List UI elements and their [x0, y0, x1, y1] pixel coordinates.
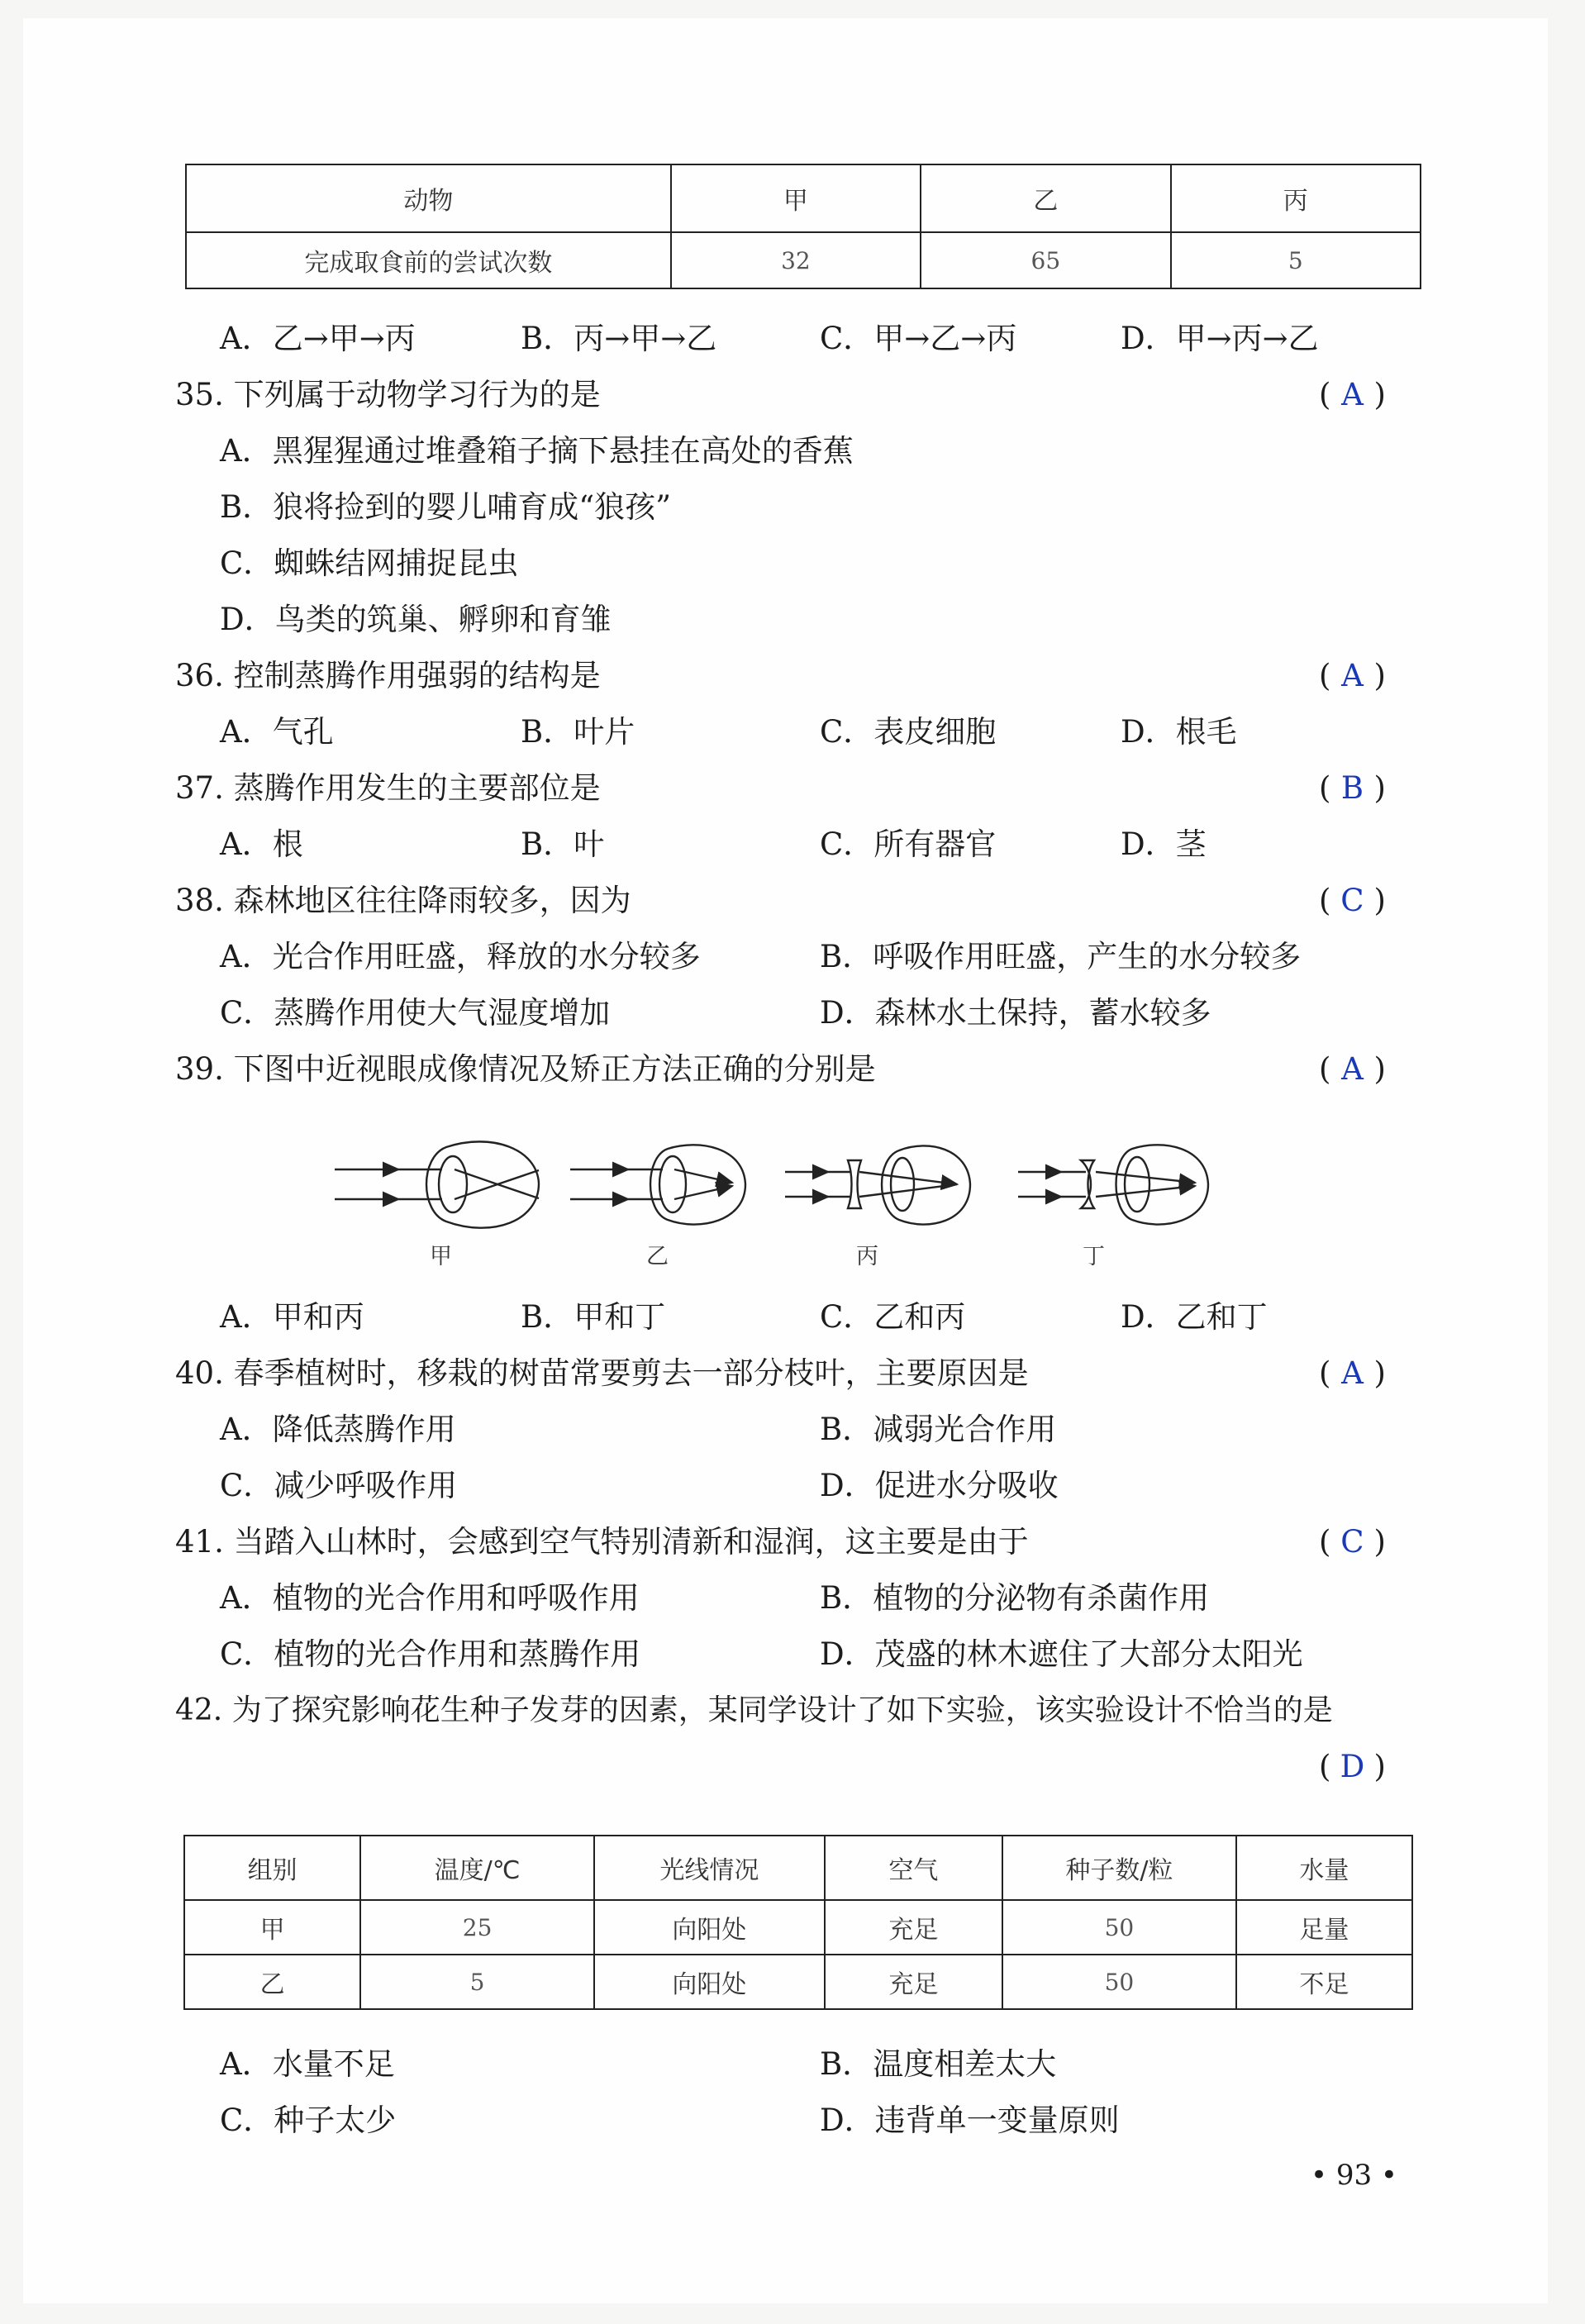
q38-answer: ( C )	[1319, 883, 1386, 918]
table2-header-group: 组别	[184, 1836, 360, 1900]
q37-option-b[interactable]: B．叶	[521, 826, 605, 862]
q40-answer: ( A )	[1319, 1355, 1386, 1391]
q34-option-a[interactable]: A．乙→甲→丙	[220, 321, 416, 356]
table2-cell: 25	[360, 1900, 594, 1955]
q36-stem: 36. 控制蒸腾作用强弱的结构是	[175, 658, 601, 693]
table1-value-yi: 65	[921, 232, 1170, 288]
seed-experiment-table	[183, 1835, 1413, 2010]
q40-option-d[interactable]: D．促进水分吸收	[820, 1468, 1059, 1503]
q42-answer: ( D )	[1319, 1749, 1386, 1784]
q39-option-d[interactable]: D．乙和丁	[1121, 1299, 1268, 1335]
q38-option-a[interactable]: A．光合作用旺盛，释放的水分较多	[220, 939, 701, 974]
q37-answer: ( B )	[1319, 770, 1386, 806]
table1-value-bing: 5	[1171, 232, 1421, 288]
q36-option-a[interactable]: A．气孔	[220, 714, 334, 750]
table1-header-yi: 乙	[921, 164, 1170, 232]
eye-jia	[335, 1141, 539, 1227]
q42-option-c[interactable]: C．种子太少	[220, 2103, 397, 2138]
q34-option-d[interactable]: D．甲→丙→乙	[1121, 321, 1319, 356]
table2-cell: 甲	[184, 1900, 360, 1955]
q35-option-d[interactable]: D．鸟类的筑巢、孵卵和育雏	[220, 602, 612, 637]
table2-cell: 50	[1002, 1900, 1236, 1955]
table2-header-seeds: 种子数/粒	[1002, 1836, 1236, 1900]
q37-stem: 37. 蒸腾作用发生的主要部位是	[175, 770, 601, 806]
table2-cell: 充足	[825, 1955, 1002, 2009]
table2-header-light: 光线情况	[594, 1836, 825, 1900]
q37-option-c[interactable]: C．所有器官	[820, 826, 997, 862]
animal-trial-table	[185, 164, 1421, 289]
eye-label-ding: 丁	[1083, 1244, 1105, 1269]
q36-option-c[interactable]: C．表皮细胞	[820, 714, 997, 750]
table2-cell: 充足	[825, 1900, 1002, 1955]
q35-option-a[interactable]: A．黑猩猩通过堆叠箱子摘下悬挂在高处的香蕉	[220, 433, 854, 469]
table1-header-animal: 动物	[186, 164, 671, 232]
eye-label-bing: 丙	[856, 1244, 878, 1269]
table2-cell: 5	[360, 1955, 594, 2009]
q40-option-c[interactable]: C．减少呼吸作用	[220, 1468, 458, 1503]
q39-option-a[interactable]: A．甲和丙	[220, 1299, 364, 1335]
table-row	[184, 1955, 1412, 2009]
q41-option-a[interactable]: A．植物的光合作用和呼吸作用	[220, 1580, 640, 1616]
q35-answer: ( A )	[1319, 377, 1386, 412]
q41-stem: 41. 当踏入山林时，会感到空气特别清新和湿润，这主要是由于	[175, 1524, 1029, 1560]
q39-answer: ( A )	[1319, 1051, 1386, 1087]
q39-option-b[interactable]: B．甲和丁	[521, 1299, 666, 1335]
table2-cell: 足量	[1236, 1900, 1412, 1955]
table1-row-label: 完成取食前的尝试次数	[186, 232, 671, 288]
q40-stem: 40. 春季植树时，移栽的树苗常要剪去一部分枝叶，主要原因是	[175, 1355, 1029, 1391]
table2-cell: 向阳处	[594, 1900, 825, 1955]
q39-option-c[interactable]: C．乙和丙	[820, 1299, 966, 1335]
q41-option-d[interactable]: D．茂盛的林木遮住了大部分太阳光	[820, 1636, 1303, 1672]
q35-option-b[interactable]: B．狼将捡到的婴儿哺育成“狼孩”	[220, 489, 672, 525]
q40-option-b[interactable]: B．减弱光合作用	[820, 1412, 1057, 1447]
table2-cell: 不足	[1236, 1955, 1412, 2009]
page-number: • 93 •	[1311, 2159, 1397, 2192]
eye-label-yi: 乙	[646, 1244, 669, 1269]
q36-option-d[interactable]: D．根毛	[1121, 714, 1237, 750]
q42-option-b[interactable]: B．温度相差太大	[820, 2046, 1057, 2082]
q37-option-a[interactable]: A．根	[220, 826, 303, 862]
q36-answer: ( A )	[1319, 658, 1386, 693]
eye-diagram-figure	[322, 1124, 1215, 1264]
q38-option-b[interactable]: B．呼吸作用旺盛，产生的水分较多	[820, 939, 1302, 974]
table2-cell: 乙	[184, 1955, 360, 2009]
q39-stem: 39. 下图中近视眼成像情况及矫正方法正确的分别是	[175, 1051, 876, 1087]
q35-option-c[interactable]: C．蜘蛛结网捕捉昆虫	[220, 545, 519, 581]
q36-option-b[interactable]: B．叶片	[521, 714, 635, 750]
table2-cell: 向阳处	[594, 1955, 825, 2009]
table1-value-jia: 32	[671, 232, 921, 288]
q41-option-b[interactable]: B．植物的分泌物有杀菌作用	[820, 1580, 1210, 1616]
table2-cell: 50	[1002, 1955, 1236, 2009]
eye-yi	[570, 1145, 745, 1224]
q38-stem: 38. 森林地区往往降雨较多，因为	[175, 883, 631, 918]
q42-stem: 42. 为了探究影响花生种子发芽的因素，某同学设计了如下实验，该实验设计不恰当的是	[175, 1693, 1333, 1727]
q34-option-b[interactable]: B．丙→甲→乙	[521, 321, 717, 356]
table2-header-water: 水量	[1236, 1836, 1412, 1900]
q40-option-a[interactable]: A．降低蒸腾作用	[220, 1412, 456, 1447]
eye-ding	[1018, 1145, 1208, 1224]
q38-option-d[interactable]: D．森林水土保持，蓄水较多	[820, 995, 1211, 1031]
q42-option-d[interactable]: D．违背单一变量原则	[820, 2103, 1120, 2138]
table1-header-jia: 甲	[671, 164, 921, 232]
table1-header-bing: 丙	[1171, 164, 1421, 232]
table2-header-air: 空气	[825, 1836, 1002, 1900]
table-row	[184, 1900, 1412, 1955]
q34-option-c[interactable]: C．甲→乙→丙	[820, 321, 1017, 356]
q37-option-d[interactable]: D．茎	[1121, 826, 1207, 862]
eye-label-jia: 甲	[430, 1244, 452, 1269]
q41-option-c[interactable]: C．植物的光合作用和蒸腾作用	[220, 1636, 641, 1672]
q41-answer: ( C )	[1319, 1524, 1386, 1560]
table2-header-temp: 温度/℃	[360, 1836, 594, 1900]
q35-stem: 35. 下列属于动物学习行为的是	[175, 377, 601, 412]
q38-option-c[interactable]: C．蒸腾作用使大气湿度增加	[220, 995, 611, 1031]
q42-option-a[interactable]: A．水量不足	[220, 2046, 395, 2082]
eye-bing	[785, 1145, 970, 1224]
